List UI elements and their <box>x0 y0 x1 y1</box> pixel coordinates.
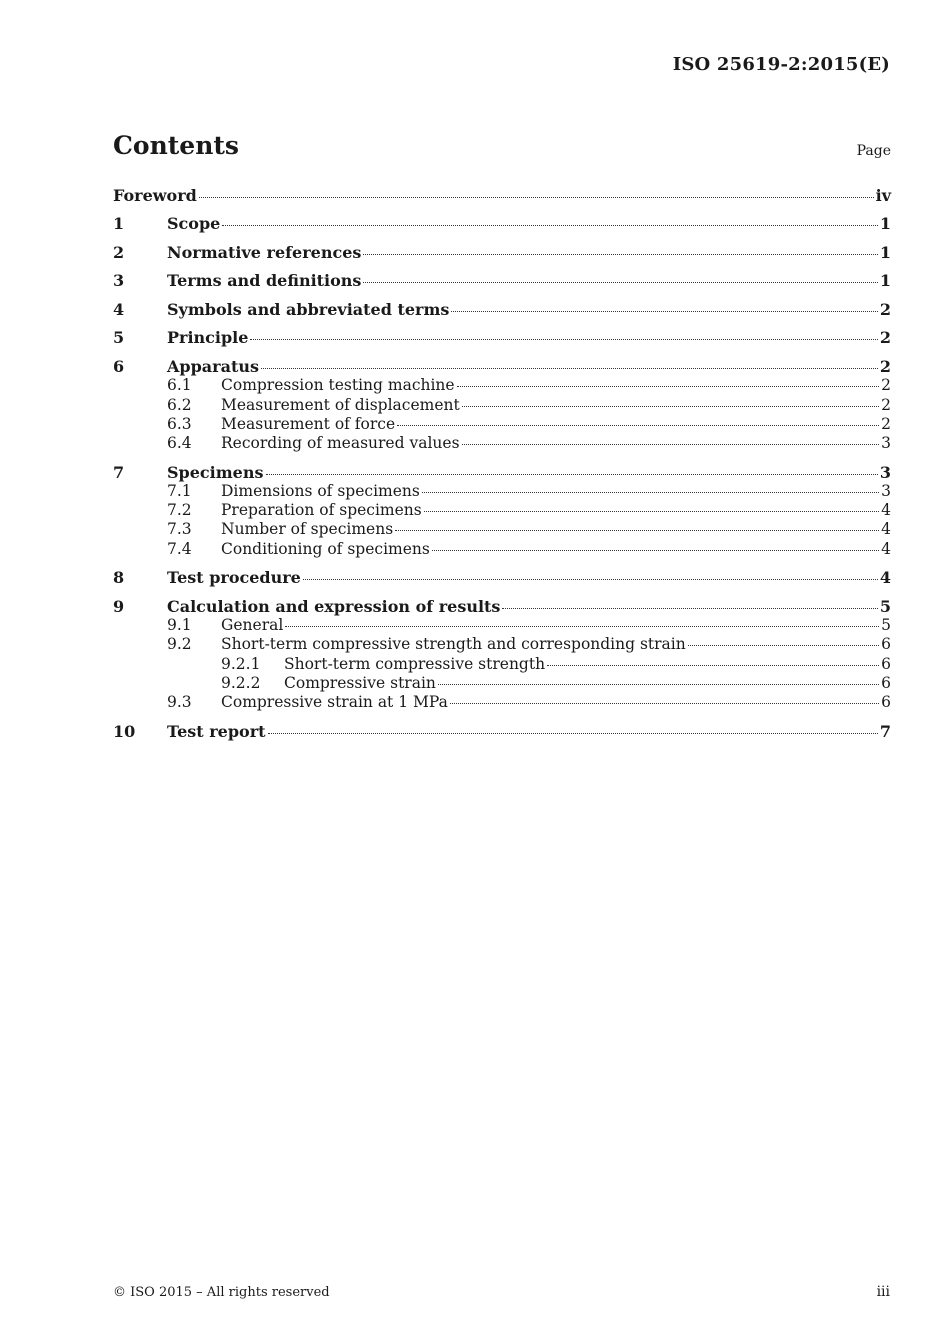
toc-entry-page: 7 <box>879 721 891 741</box>
table-of-contents <box>113 184 891 741</box>
toc-dot-leader <box>363 282 877 283</box>
toc-entry-number: 5 <box>113 328 125 348</box>
toc-entry[interactable] <box>113 396 891 415</box>
toc-entry-title: Preparation of specimens <box>221 501 422 520</box>
toc-entry-number: 2 <box>113 242 125 262</box>
toc-entry[interactable] <box>113 722 891 741</box>
toc-entry[interactable] <box>113 376 891 395</box>
toc-entry-title: Conditioning of specimens <box>221 539 430 558</box>
toc-entry[interactable] <box>113 520 891 539</box>
toc-entry-page: 4 <box>881 520 891 539</box>
toc-entry-title: Test report <box>167 721 266 741</box>
toc-entry-number: 7 <box>113 462 125 482</box>
toc-dot-leader <box>395 530 879 531</box>
toc-entry-number: 7.2 <box>167 501 192 520</box>
toc-entry[interactable] <box>113 328 891 347</box>
toc-entry-page: 1 <box>879 242 891 262</box>
toc-entry-page: 6 <box>881 635 891 654</box>
toc-entry-page: 2 <box>879 356 891 376</box>
toc-entry-page: 3 <box>879 462 891 482</box>
toc-entry-number: 1 <box>113 214 125 234</box>
toc-dot-leader <box>250 339 877 340</box>
toc-entry-number: 6.2 <box>167 395 192 414</box>
toc-entry[interactable] <box>113 597 891 616</box>
toc-dot-leader <box>457 386 880 387</box>
toc-entry-title: Number of specimens <box>221 520 394 539</box>
toc-entry-number: 10 <box>113 721 136 741</box>
toc-entry-title: Apparatus <box>167 356 259 376</box>
toc-entry-number: 6.1 <box>167 376 192 395</box>
toc-entry-title: Compression testing machine <box>221 376 455 395</box>
toc-entry-title: Principle <box>167 328 249 348</box>
toc-dot-leader <box>438 684 879 685</box>
toc-dot-leader <box>363 254 877 255</box>
toc-entry-title: General <box>221 616 284 635</box>
toc-dot-leader <box>397 425 879 426</box>
toc-dot-leader <box>285 626 879 627</box>
toc-entry[interactable] <box>113 616 891 635</box>
toc-entry[interactable] <box>113 674 891 693</box>
toc-entry[interactable] <box>113 463 891 482</box>
toc-entry[interactable] <box>113 568 891 587</box>
toc-entry-page: 6 <box>881 654 891 673</box>
toc-entry-title: Compressive strain at 1 MPa <box>221 693 448 712</box>
toc-entry-number: 9.1 <box>167 616 192 635</box>
toc-entry-page: 1 <box>879 214 891 234</box>
toc-entry-title: Scope <box>167 214 221 234</box>
toc-entry-number: 6.3 <box>167 414 192 433</box>
toc-entry-page: 3 <box>881 481 891 500</box>
toc-dot-leader <box>451 311 877 312</box>
toc-entry-title: Test procedure <box>167 568 301 588</box>
toc-entry-title: Symbols and abbreviated terms <box>167 299 450 319</box>
toc-entry-page: 2 <box>879 299 891 319</box>
toc-dot-leader <box>199 197 874 198</box>
toc-entry-page: 6 <box>881 673 891 692</box>
toc-dot-leader <box>502 608 877 609</box>
page-number: iii <box>876 1284 890 1300</box>
toc-entry-title: Measurement of force <box>221 414 396 433</box>
toc-entry-page: 2 <box>879 328 891 348</box>
toc-entry[interactable] <box>113 635 891 654</box>
toc-entry[interactable] <box>113 655 891 674</box>
toc-entry-number: 9.2 <box>167 635 192 654</box>
toc-entry-number: 4 <box>113 299 125 319</box>
toc-entry-number: 9 <box>113 596 125 616</box>
toc-dot-leader <box>462 406 879 407</box>
toc-entry-page: 4 <box>881 539 891 558</box>
toc-entry-number: 8 <box>113 568 125 588</box>
toc-entry[interactable] <box>113 540 891 559</box>
toc-entry-title: Foreword <box>113 186 197 205</box>
toc-dot-leader <box>688 645 879 646</box>
toc-entry-page: 2 <box>881 376 891 395</box>
toc-entry-page: 1 <box>879 271 891 291</box>
toc-entry[interactable] <box>113 300 891 319</box>
toc-entry[interactable] <box>113 271 891 290</box>
toc-entry-number: 6 <box>113 356 125 376</box>
toc-entry-number: 9.2.2 <box>221 673 261 692</box>
toc-entry[interactable] <box>113 186 891 205</box>
toc-entry-page: 4 <box>881 501 891 520</box>
toc-entry-page: 5 <box>881 616 891 635</box>
toc-entry-page: 3 <box>881 434 891 453</box>
toc-entry-title: Specimens <box>167 462 264 482</box>
toc-entry-number: 6.4 <box>167 434 192 453</box>
toc-entry-title: Terms and definitions <box>167 271 362 291</box>
toc-entry-page: 6 <box>881 693 891 712</box>
toc-entry-title: Short-term compressive strength <box>284 654 546 673</box>
toc-dot-leader <box>422 492 879 493</box>
toc-entry-title: Compressive strain <box>284 673 436 692</box>
toc-entry-title: Short-term compressive strength and corresponding strain <box>221 635 686 654</box>
toc-entry-number: 9.3 <box>167 693 192 712</box>
toc-entry-title: Calculation and expression of results <box>167 596 501 616</box>
toc-dot-leader <box>424 511 879 512</box>
toc-dot-leader <box>222 225 878 226</box>
toc-entry[interactable] <box>113 434 891 453</box>
contents-heading: Contents <box>113 131 240 160</box>
toc-entry[interactable] <box>113 357 891 376</box>
toc-dot-leader <box>303 579 878 580</box>
toc-entry-title: Recording of measured values <box>221 434 460 453</box>
toc-dot-leader <box>261 368 878 369</box>
copyright-notice: © ISO 2015 – All rights reserved <box>113 1285 330 1300</box>
toc-dot-leader <box>547 665 879 666</box>
toc-dot-leader <box>268 733 878 734</box>
toc-entry-page: 2 <box>881 395 891 414</box>
toc-entry-number: 3 <box>113 271 125 291</box>
toc-entry[interactable] <box>113 415 891 434</box>
toc-entry[interactable] <box>113 482 891 501</box>
toc-entry-title: Measurement of displacement <box>221 395 460 414</box>
toc-entry-number: 7.4 <box>167 539 192 558</box>
toc-entry-page: 5 <box>879 596 891 616</box>
toc-entry-number: 9.2.1 <box>221 654 261 673</box>
toc-entry[interactable] <box>113 693 891 712</box>
toc-entry-title: Normative references <box>167 242 362 262</box>
document-id: ISO 25619-2:2015(E) <box>672 54 890 75</box>
toc-entry-page: 4 <box>879 568 891 588</box>
toc-dot-leader <box>266 474 878 475</box>
page-column-label: Page <box>856 143 891 159</box>
toc-dot-leader <box>450 703 879 704</box>
toc-entry-number: 7.3 <box>167 520 192 539</box>
toc-entry[interactable] <box>113 501 891 520</box>
toc-dot-leader <box>462 444 880 445</box>
toc-entry-number: 7.1 <box>167 481 192 500</box>
toc-entry-title: Dimensions of specimens <box>221 481 420 500</box>
toc-dot-leader <box>432 550 879 551</box>
toc-entry[interactable] <box>113 243 891 262</box>
toc-entry-page: 2 <box>881 414 891 433</box>
toc-entry[interactable] <box>113 214 891 233</box>
toc-entry-page: iv <box>875 186 891 205</box>
